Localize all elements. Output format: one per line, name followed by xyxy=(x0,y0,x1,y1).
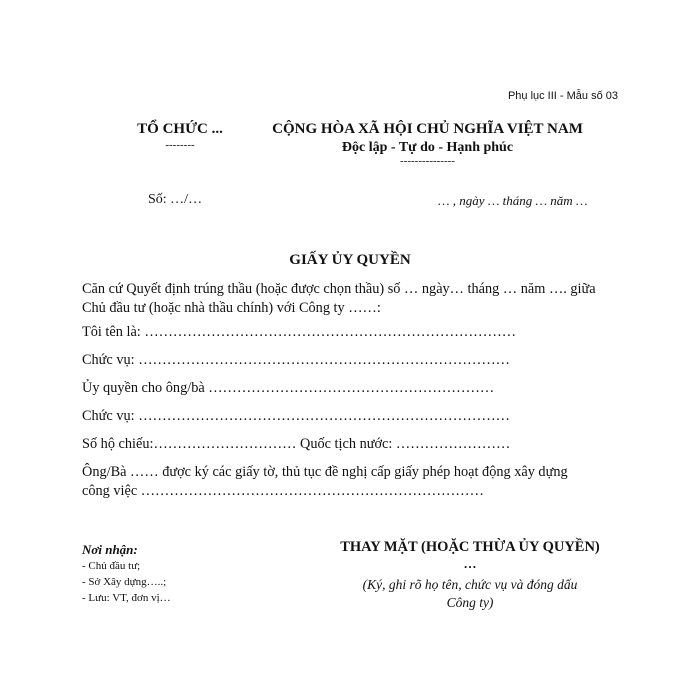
field-name: Tôi tên là: …………………………………………………………………… xyxy=(82,324,517,340)
national-heading xyxy=(265,121,590,166)
field-authorized-person: Ủy quyền cho ông/bà …………………………………………………… xyxy=(82,380,495,396)
appendix-label: Phụ lục III - Mẫu số 03 xyxy=(507,90,618,102)
document-number: Số: …/… xyxy=(148,192,203,207)
field-authorized-position: Chức vụ: …………………………………………………………………… xyxy=(82,408,510,424)
recipients-label: Nơi nhận: xyxy=(82,542,138,557)
recipient-item: - Sở Xây dựng…..; xyxy=(82,576,167,588)
nation-motto: Độc lập - Tự do - Hạnh phúc xyxy=(341,140,514,155)
authorization-scope-line-2: công việc ……………………………………………………………… xyxy=(82,483,484,499)
document-title: GIẤY ỦY QUYỀN xyxy=(289,252,411,268)
authorization-scope-line-1: Ông/Bà …… được ký các giấy tờ, thủ tục đề nghị cấp giấy phép hoạt động xây dựng xyxy=(82,464,568,480)
nation-title: CỘNG HÒA XÃ HỘI CHỦ NGHĨA VIỆT NAM xyxy=(272,121,583,137)
field-passport-nationality: Số hộ chiếu:………………………… Quốc tịch nước: …………………… xyxy=(82,436,511,452)
signature-placeholder: … xyxy=(463,556,477,571)
organization-block xyxy=(110,121,250,150)
body-basis-line-1: Căn cứ Quyết định trúng thầu (hoặc được chọn thầu) số … ngày… tháng … năm …. giữa xyxy=(82,281,596,297)
place-date: … , ngày … tháng … năm … xyxy=(438,193,588,208)
body-basis-line-2: Chủ đầu tư (hoặc nhà thầu chính) với Công ty ……: xyxy=(82,300,381,316)
recipient-item: - Chủ đầu tư; xyxy=(82,560,141,572)
recipient-item: - Lưu: VT, đơn vị… xyxy=(82,592,171,604)
motto-underline: --------------- xyxy=(400,155,455,167)
organization-name: TỔ CHỨC ... xyxy=(137,121,223,137)
recipients-block xyxy=(82,541,171,606)
signature-note-line-1: (Ký, ghi rõ họ tên, chức vụ và đóng dấu xyxy=(362,577,578,592)
signature-block xyxy=(300,539,640,612)
signature-title: THAY MẶT (HOẶC THỪA ỦY QUYỀN) xyxy=(340,539,600,555)
organization-underline: -------- xyxy=(165,139,195,151)
field-position: Chức vụ: …………………………………………………………………… xyxy=(82,352,510,368)
signature-note-line-2: Công ty) xyxy=(446,595,494,610)
